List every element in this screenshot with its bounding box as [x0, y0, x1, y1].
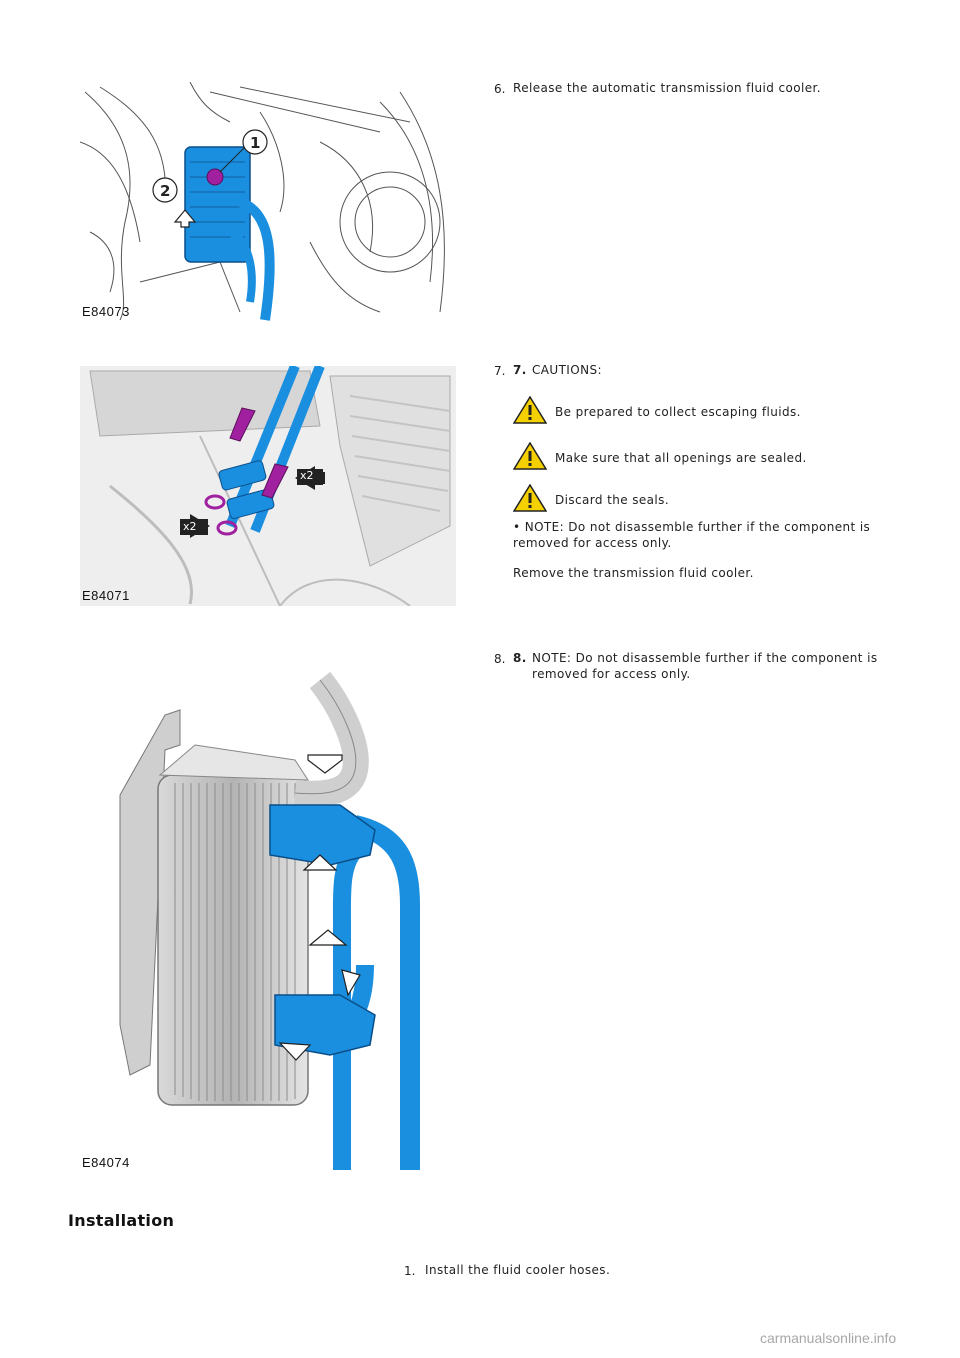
callout-x2-upper: x2 [300, 469, 314, 482]
step-bold-lead: 7. [513, 363, 527, 377]
figure-e84071 [80, 366, 456, 606]
watermark: carmanualsonline.info [760, 1330, 897, 1346]
step-action: Remove the transmission fluid cooler. [513, 566, 754, 580]
step-number: 7. [494, 364, 506, 378]
step-number: 1. [404, 1264, 416, 1278]
step-text: Install the fluid cooler hoses. [425, 1263, 611, 1277]
transmission-housing-illustration [80, 366, 456, 606]
callout-2: 2 [160, 182, 171, 200]
callout-1: 1 [250, 134, 261, 152]
caution-item: Make sure that all openings are sealed. [555, 451, 807, 465]
fluid-cooler-illustration [80, 665, 420, 1175]
warning-triangle-icon [513, 396, 547, 424]
caution-item: Discard the seals. [555, 493, 670, 507]
warning-triangle-icon [513, 484, 547, 512]
figure-code: E84074 [82, 1155, 130, 1170]
caution-item: Be prepared to collect escaping fluids. [555, 405, 801, 419]
step-text: NOTE: Do not disassemble further if the component is removed for access only. [532, 651, 878, 681]
step-note: • NOTE: Do not disassemble further if the component is removed for access only. [513, 520, 871, 550]
cautions-heading: CAUTIONS: [532, 363, 602, 377]
step-bold-lead: 8. [513, 651, 527, 665]
figure-code: E84071 [82, 588, 130, 603]
warning-triangle-icon [513, 442, 547, 470]
step-number: 6. [494, 82, 506, 96]
step-number: 8. [494, 652, 506, 666]
step-text: Release the automatic transmission fluid cooler. [513, 81, 821, 95]
callout-x2-lower: x2 [183, 520, 197, 533]
engine-bay-illustration [80, 82, 456, 322]
section-heading-installation: Installation [68, 1211, 175, 1230]
figure-e84073 [80, 82, 456, 322]
figure-code: E84073 [82, 304, 130, 319]
figure-e84074 [80, 665, 420, 1175]
